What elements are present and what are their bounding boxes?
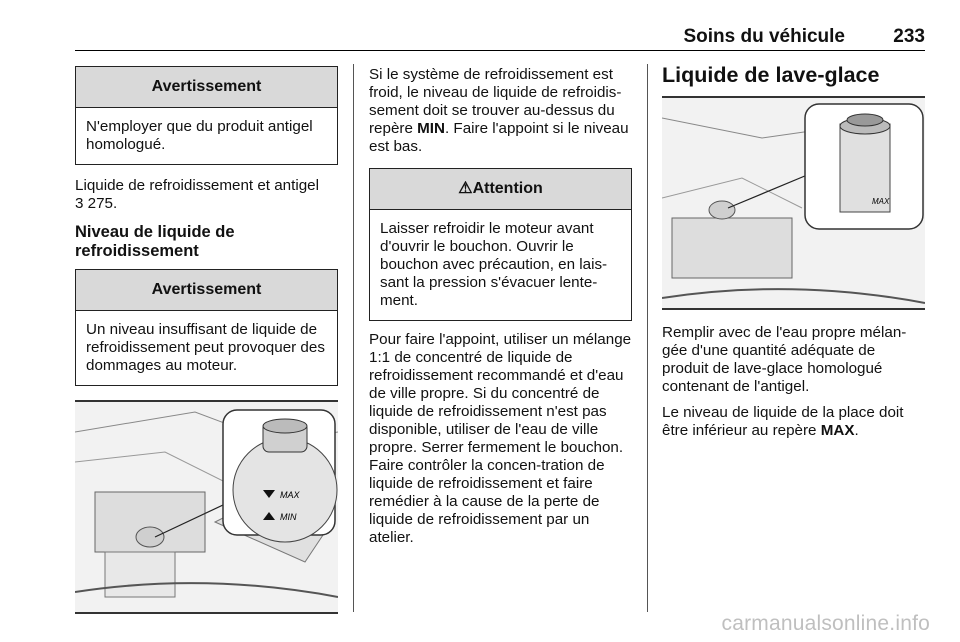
- figure-label-max: MAX: [872, 197, 890, 206]
- paragraph: [369, 66, 632, 156]
- warning-box: [75, 269, 338, 386]
- reference-text: Liquide de refroidissement et antigel: [75, 177, 319, 194]
- paragraph-text: Si le système de refroidissement est froid, le niveau de liquide de refroidis-sement doit se trouver au-dessus du repère: [369, 66, 622, 137]
- attention-text: Laisser refroidir le moteur avant d'ouvrir le bouchon. Ouvrir le bouchon avec précaution, en lais-sant la pression s'évacuer lente-ment.: [380, 220, 608, 309]
- warning-title: Avertissement: [76, 67, 337, 108]
- cross-reference: [75, 177, 338, 213]
- column-2: [369, 66, 632, 547]
- column-3: [662, 63, 925, 440]
- watermark: carmanualsonline.info: [721, 612, 930, 635]
- warning-box: [75, 66, 338, 165]
- column-1: [75, 66, 338, 614]
- paragraph: [662, 404, 925, 440]
- paragraph-text: .: [854, 422, 859, 439]
- warning-triangle-icon: ⚠: [458, 180, 473, 197]
- warning-text: Un niveau insuffisant de liquide de refroidissement peut provoquer des dommages au moteur.: [86, 321, 325, 374]
- figure-label-max: MAX: [280, 490, 300, 500]
- column-divider: [647, 64, 648, 612]
- page-number: 233: [893, 26, 925, 47]
- paragraph: Pour faire l'appoint, utiliser un mélange 1:1 de concentré de liquide de refroidissement recommandé et d'eau de ville propre. Si du concentré de liquide de refroidissement n'est pas disponible, utiliser de l'eau de ville propre. Serrer fermement le bouchon. Faire contrôler la concen-tration de liquide de refroidissement et faire remédier à la cause de la perte de liquide de refroidissement par un atelier.: [369, 331, 632, 546]
- marker-max: MAX: [820, 422, 855, 439]
- coolant-reservoir-figure: [75, 400, 338, 614]
- reference-page-link[interactable]: 3 275.: [75, 195, 118, 212]
- page-header: [75, 24, 925, 51]
- washer-reservoir-figure: [662, 96, 925, 310]
- warning-title: Avertissement: [76, 270, 337, 311]
- attention-title-row: [370, 169, 631, 210]
- section-heading-coolant: Niveau de liquide de refroidissement: [75, 223, 235, 260]
- section-heading-washer-fluid: Liquide de lave-glace: [662, 63, 880, 87]
- paragraph: Remplir avec de l'eau propre mélan-gée d'une quantité adéquate de produit de lave-glace homologué contenant de l'antigel.: [662, 324, 907, 395]
- paragraph-text: . Faire l'appoint si le niveau est bas.: [369, 120, 629, 155]
- paragraph-text: Le niveau de liquide de la place doit être inférieur au repère: [662, 404, 904, 439]
- header-title: Soins du véhicule: [683, 26, 845, 47]
- attention-title: Attention: [472, 180, 543, 197]
- attention-box: [369, 168, 632, 321]
- column-divider: [353, 64, 354, 612]
- warning-text: N'employer que du produit antigel homologué.: [86, 118, 313, 153]
- figure-label-min: MIN: [280, 512, 297, 522]
- marker-min: MIN: [417, 120, 445, 137]
